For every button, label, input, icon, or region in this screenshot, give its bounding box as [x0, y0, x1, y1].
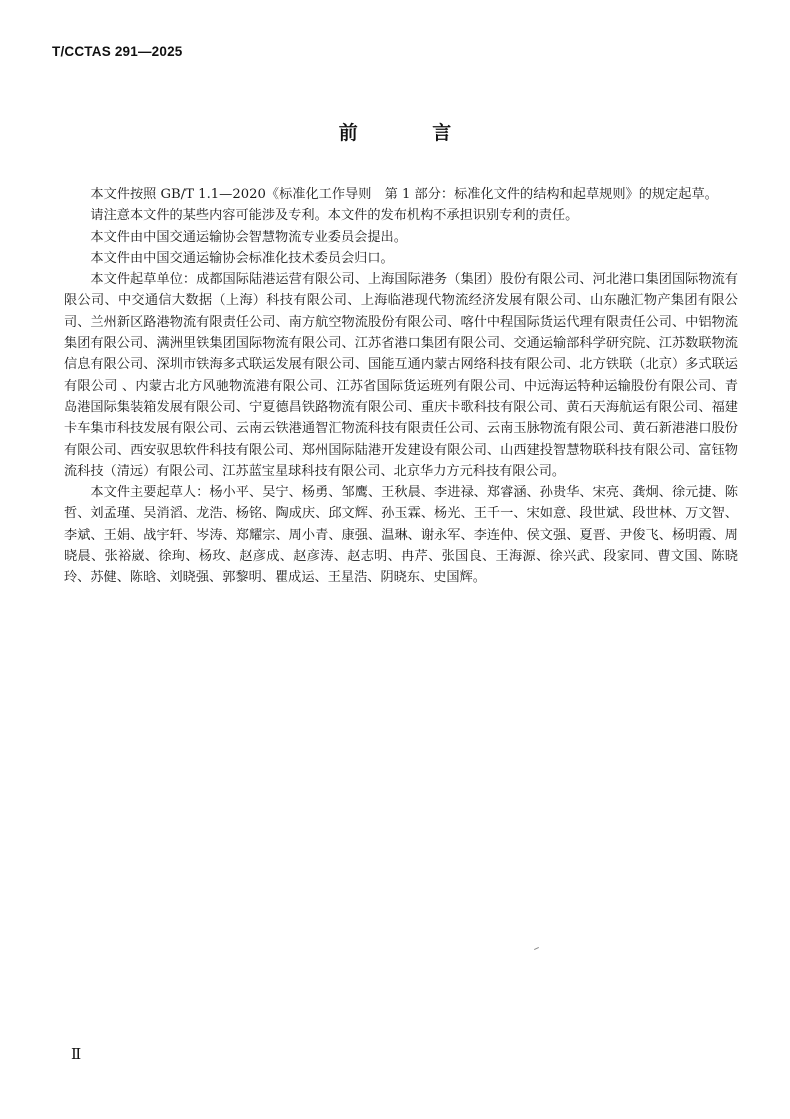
paragraph-proposer: 本文件由中国交通运输协会智慧物流专业委员会提出。: [90, 229, 407, 245]
foreword-body: [64, 184, 738, 589]
scan-speck: [534, 947, 539, 950]
page-number: Ⅱ: [71, 1045, 82, 1063]
paragraph-drafting-organizations: 本文件起草单位：成都国际陆港运营有限公司、上海国际港务（集团）股份有限公司、河北港口集团国际物流有限公司、中交通信大数据（上海）科技有限公司、上海临港现代物流经济发展有限公司、山东融汇物产集团有限公司、兰州新区路港物流有限责任公司、南方航空物流股份有限公司、喀什中程国际货运代理有限责任公司、中铝物流集团有限公司、满洲里铁集团国际物流有限公司、江苏省港口集团有限公司、交通运输部科学研究院、江苏数联物流信息有限公司、深圳市铁海多式联运发展有限公司、国能互通内蒙古网络科技有限公司、北方铁联（北京）多式联运有限公司 、内蒙古北方风驰物流港有限公司、江苏省国际货运班列有限公司、中远海运特种运输股份有限公司、青岛港国际集装箱发展有限公司、宁夏德昌铁路物流有限公司、重庆卡歌科技有限公司、黄石天海航运有限公司、福建卡车集市科技发展有限公司、云南云铁港通智汇物流科技有限责任公司、云南玉脉物流有限公司、黄石新港港口股份有限公司、西安驭思软件科技有限公司、郑州国际陆港开发建设有限公司、山西建投智慧物联科技有限公司、富钰物流科技（清远）有限公司、江苏蓝宝星球科技有限公司、北京华力方元科技有限公司。: [64, 272, 738, 479]
paragraph-centralized-by: 本文件由中国交通运输协会标准化技术委员会归口。: [90, 250, 394, 266]
paragraph-patent-notice: 请注意本文件的某些内容可能涉及专利。本文件的发布机构不承担识别专利的责任。: [90, 208, 579, 224]
page-title: 前 言: [338, 122, 486, 144]
standard-code: T/CCTAS 291—2025: [52, 44, 183, 59]
paragraph-drafting-rules: 本文件按照 GB/T 1.1—2020《标准化工作导则 第 1 部分：标准化文件的结构和起草规则》的规定起草。: [90, 187, 718, 202]
paragraph-drafters: 本文件主要起草人：杨小平、吴宁、杨勇、邹鹰、王秋晨、李进禄、郑睿涵、孙贵华、宋亮、龚炯、徐元捷、陈哲、刘孟瑾、吴消滔、龙浩、杨铭、陶成庆、邱文辉、孙玉霖、杨光、王千一、宋如意、段世斌、段世林、万文智、李斌、王娟、战宇轩、岑涛、郑耀宗、周小青、康强、温琳、谢永军、李连仲、侯文强、夏晋、尹俊飞、杨明霞、周晓晨、张裕崴、徐珣、杨玫、赵彦成、赵彦涛、赵志明、冉芹、张国良、王海源、徐兴武、段家同、曹文国、陈晓玲、苏健、陈晗、刘晓强、郭黎明、瞿成运、王星浩、阴晓东、史国辉。: [64, 485, 738, 586]
